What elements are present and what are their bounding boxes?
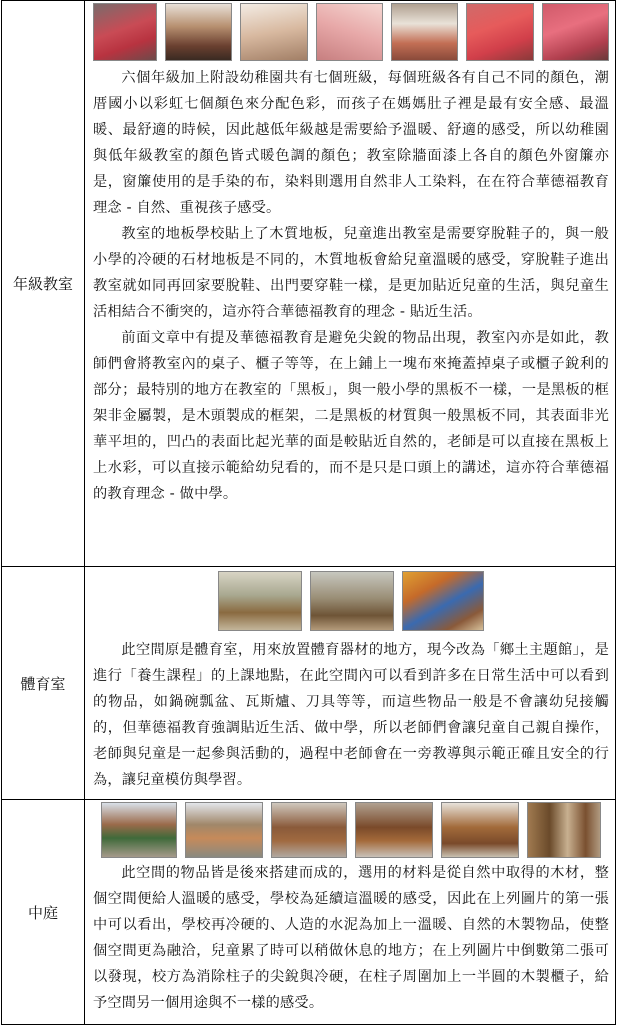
photo-strip-gym xyxy=(93,571,609,631)
classroom-photo-7 xyxy=(542,3,609,61)
classroom-photo-5 xyxy=(391,3,458,61)
row-content-classroom xyxy=(85,1,616,567)
paragraph: 六個年級加上附設幼稚園共有七個班級，每個班級各有自己不同的顏色，潮厝國小以彩虹七個顏色來分配色彩，而孩子在媽媽肚子裡是最有安全感、最溫暖、最舒適的時候，因此越低年級越是需要給予溫暖、舒適的感受，所以幼稚園與低年級教室的顏色皆式暖色調的顏色；教室除牆面漆上各自的顏色外窗簾亦是，窗簾使用的是手染的布，染料則選用自然非人工染料，在在符合華德福教育理念 - 自然、重視孩子感受。 xyxy=(93,70,609,216)
row-label-text: 年級教室 xyxy=(12,275,73,293)
row-gym xyxy=(2,567,616,800)
row-label-text: 體育室 xyxy=(20,674,66,693)
row-label-courtyard xyxy=(2,800,85,1025)
classroom-photo-6 xyxy=(466,3,533,61)
row-courtyard xyxy=(2,800,616,1025)
paragraph: 教室的地板學校貼上了木質地板，兒童進出教室是需要穿脫鞋子的，與一般小學的冷硬的石材地板是不同的，木質地板會給兒童溫暖的感受，穿脫鞋子進出教室就如同再回家要脫鞋、出門要穿鞋一樣，是更加貼近兒童的生活，與兒童生活相結合不衝突的，這亦符合華德福教育的理念 - 貼近生活。 xyxy=(93,226,609,320)
paragraph: 此空間原是體育室，用來放置體育器材的地方，現今改為「鄉土主題館」，是進行「養生課程」的上課地點，在此空間內可以看到許多在日常生活中可以看到的物品，如鍋碗瓢盆、瓦斯爐、刀具等等，而這些物品一般是不會讓幼兒接觸的，但華德福教育強調貼近生活、做中學，所以老師們會讓兒童自己親自操作，老師與兒童是一起參與活動的，過程中老師會在一旁教導與示範正確且安全的行為，讓兒童模仿與學習。 xyxy=(93,642,609,788)
courtyard-photo-2 xyxy=(185,802,263,858)
content-table xyxy=(1,0,616,1025)
row-label-classroom xyxy=(2,1,85,567)
courtyard-photo-5 xyxy=(441,802,519,858)
photo-strip-classroom xyxy=(93,3,609,61)
classroom-photo-3 xyxy=(240,3,307,61)
courtyard-photo-1 xyxy=(101,802,177,858)
courtyard-photo-4 xyxy=(355,802,433,858)
row-label-text: 中庭 xyxy=(27,903,58,922)
classroom-photo-1 xyxy=(93,3,157,61)
courtyard-photo-3 xyxy=(271,802,347,858)
gym-photo-3 xyxy=(402,571,484,631)
row-content-gym xyxy=(85,567,616,800)
courtyard-photo-6 xyxy=(527,802,601,858)
row-label-gym xyxy=(2,567,85,800)
row-classroom xyxy=(2,1,616,567)
gym-photo-2 xyxy=(310,571,394,631)
photo-strip-courtyard xyxy=(93,802,609,858)
gym-photo-1 xyxy=(218,571,302,631)
classroom-photo-4 xyxy=(316,3,383,61)
paragraph: 此空間的物品皆是後來搭建而成的，選用的材料是從自然中取得的木材，整個空間便給人溫暖的感受，學校為延續這溫暖的感受，因此在上列圖片的第一張中可以看出，學校再冷硬的、人造的水泥為加上一溫暖、自然的木製物品，使整個空間更為融洽，兒童累了時可以稍做休息的地方；在上列圖片中倒數第二張可以發現，校方為消除柱子的尖銳與冷硬，在柱子周圍加上一半圓的木製櫃子，給予空間另一個用途與不一樣的感受。 xyxy=(93,865,609,1011)
paragraph: 前面文章中有提及華德福教育是避免尖銳的物品出現，教室內亦是如此，教師們會將教室內的桌子、櫃子等等，在上鋪上一塊布來掩蓋掉桌子或櫃子銳利的部分；最特別的地方在教室的「黑板」，與一般小學的黑板不一樣，一是黑板的框架非金屬製，是木頭製成的框架，二是黑板的材質與一般黑板不同，其表面非光華平坦的，凹凸的表面比起光華的面是較貼近自然的，老師是可以直接在黑板上上水彩，可以直接示範給幼兒看的，而不是只是口頭上的講述，這亦符合華德福的教育理念 - 做中學。 xyxy=(93,330,609,502)
row-content-courtyard xyxy=(85,800,616,1025)
classroom-photo-2 xyxy=(165,3,232,61)
